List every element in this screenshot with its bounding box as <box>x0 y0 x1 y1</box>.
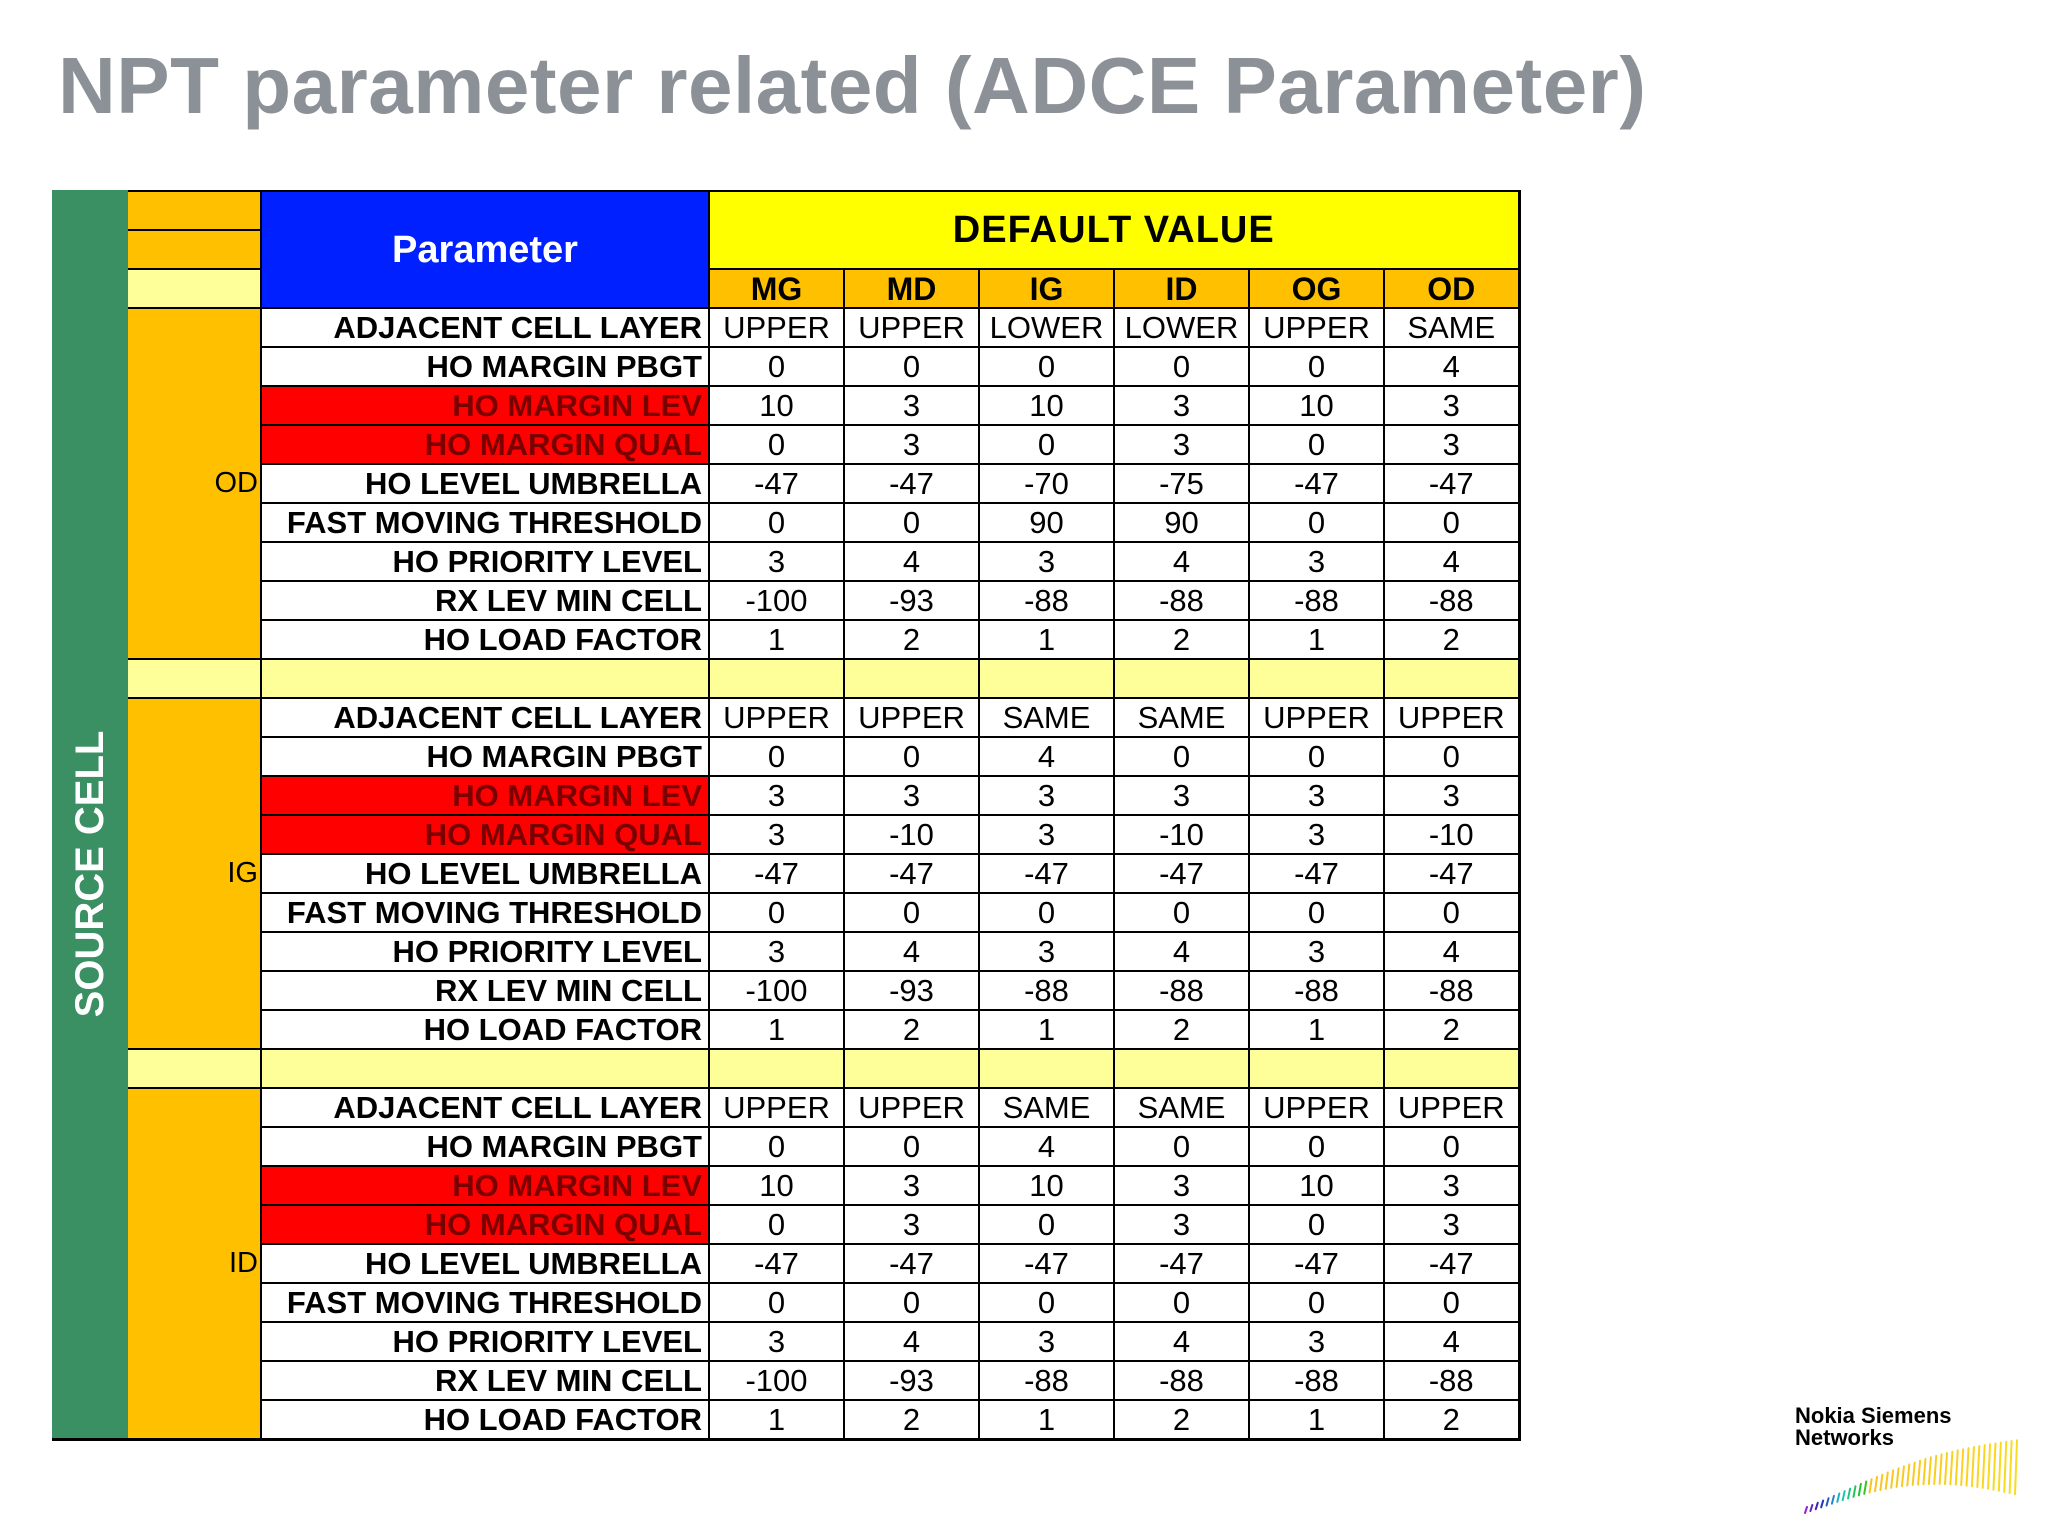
value-cell-mg: 0 <box>709 737 844 776</box>
value-cell-id: 0 <box>1114 737 1249 776</box>
value-cell-og: 0 <box>1249 893 1384 932</box>
value-cell-od: 0 <box>1384 1283 1519 1322</box>
value-cell-og: 0 <box>1249 425 1384 464</box>
value-cell-ig: 0 <box>979 425 1114 464</box>
value-cell-og: 3 <box>1249 542 1384 581</box>
value-cell-ig: 1 <box>979 1400 1114 1440</box>
value-cell-od: -88 <box>1384 1361 1519 1400</box>
value-cell-od: 3 <box>1384 776 1519 815</box>
parameter-name: ADJACENT CELL LAYER <box>261 1088 709 1127</box>
table-row <box>53 1010 1519 1049</box>
value-cell-id: 4 <box>1114 542 1249 581</box>
value-cell-ig: SAME <box>979 698 1114 737</box>
table-row <box>53 581 1519 620</box>
value-cell-og: 1 <box>1249 620 1384 659</box>
value-cell-og: 0 <box>1249 1127 1384 1166</box>
value-cell-mg: -47 <box>709 464 844 503</box>
value-cell-id: 2 <box>1114 1010 1249 1049</box>
value-cell-mg: 1 <box>709 1400 844 1440</box>
value-cell-id: -88 <box>1114 581 1249 620</box>
separator-cell <box>1384 659 1519 698</box>
value-cell-og: UPPER <box>1249 1088 1384 1127</box>
value-cell-id: 3 <box>1114 1205 1249 1244</box>
value-cell-og: 1 <box>1249 1400 1384 1440</box>
value-cell-md: 3 <box>844 1166 979 1205</box>
value-cell-ig: 4 <box>979 737 1114 776</box>
value-cell-mg: 0 <box>709 1205 844 1244</box>
value-cell-md: -93 <box>844 1361 979 1400</box>
value-cell-ig: 0 <box>979 1283 1114 1322</box>
column-header-od: OD <box>1384 269 1519 308</box>
value-cell-md: 3 <box>844 386 979 425</box>
value-cell-md: 3 <box>844 425 979 464</box>
value-cell-od: 2 <box>1384 1400 1519 1440</box>
parameter-name: HO MARGIN LEV <box>261 1166 709 1205</box>
value-cell-ig: 3 <box>979 1322 1114 1361</box>
table-row <box>53 1244 1519 1283</box>
value-cell-od: -47 <box>1384 464 1519 503</box>
value-cell-id: 4 <box>1114 932 1249 971</box>
value-cell-mg: 0 <box>709 1127 844 1166</box>
separator-cell <box>709 1049 844 1088</box>
value-cell-md: UPPER <box>844 698 979 737</box>
value-cell-ig: 0 <box>979 1205 1114 1244</box>
separator-cell <box>1114 659 1249 698</box>
value-cell-og: 0 <box>1249 1283 1384 1322</box>
corner-yellow-cell <box>127 269 261 308</box>
value-cell-mg: -100 <box>709 1361 844 1400</box>
value-cell-mg: 0 <box>709 1283 844 1322</box>
value-cell-id: 3 <box>1114 1166 1249 1205</box>
value-cell-id: LOWER <box>1114 308 1249 347</box>
table-row <box>53 698 1519 737</box>
value-cell-id: -47 <box>1114 854 1249 893</box>
value-cell-id: -88 <box>1114 971 1249 1010</box>
value-cell-od: -88 <box>1384 581 1519 620</box>
table-row <box>53 464 1519 503</box>
value-cell-md: 2 <box>844 620 979 659</box>
value-cell-og: 3 <box>1249 776 1384 815</box>
value-cell-md: 3 <box>844 1205 979 1244</box>
separator-cell <box>1249 659 1384 698</box>
value-cell-mg: 0 <box>709 425 844 464</box>
parameter-name: HO PRIORITY LEVEL <box>261 1322 709 1361</box>
value-cell-id: 3 <box>1114 425 1249 464</box>
value-cell-md: 4 <box>844 1322 979 1361</box>
value-cell-od: 2 <box>1384 620 1519 659</box>
value-cell-og: 0 <box>1249 347 1384 386</box>
table-row <box>53 1127 1519 1166</box>
parameter-name: HO LOAD FACTOR <box>261 1400 709 1440</box>
value-cell-og: 10 <box>1249 1166 1384 1205</box>
value-cell-mg: -100 <box>709 581 844 620</box>
value-cell-mg: UPPER <box>709 308 844 347</box>
value-cell-mg: 3 <box>709 1322 844 1361</box>
value-cell-ig: -88 <box>979 581 1114 620</box>
value-cell-og: -88 <box>1249 971 1384 1010</box>
corner-green-cell <box>53 191 127 308</box>
adce-parameter-table <box>52 190 1521 1441</box>
value-cell-md: UPPER <box>844 1088 979 1127</box>
separator-cell <box>1384 1049 1519 1088</box>
value-cell-od: -47 <box>1384 1244 1519 1283</box>
value-cell-og: 3 <box>1249 932 1384 971</box>
group-separator-row <box>53 659 1519 698</box>
value-cell-ig: -88 <box>979 971 1114 1010</box>
value-cell-id: 4 <box>1114 1322 1249 1361</box>
value-cell-od: 4 <box>1384 932 1519 971</box>
value-cell-md: 4 <box>844 542 979 581</box>
value-cell-od: SAME <box>1384 308 1519 347</box>
value-cell-md: -47 <box>844 854 979 893</box>
column-header-mg: MG <box>709 269 844 308</box>
table-row <box>53 425 1519 464</box>
value-cell-od: 4 <box>1384 542 1519 581</box>
value-cell-og: UPPER <box>1249 308 1384 347</box>
parameter-name: HO LOAD FACTOR <box>261 1010 709 1049</box>
value-cell-md: 2 <box>844 1010 979 1049</box>
parameter-name: RX LEV MIN CELL <box>261 1361 709 1400</box>
separator-cell <box>127 1049 261 1088</box>
parameter-name: HO LEVEL UMBRELLA <box>261 854 709 893</box>
value-cell-ig: 10 <box>979 1166 1114 1205</box>
value-cell-md: -93 <box>844 581 979 620</box>
table-row <box>53 542 1519 581</box>
value-cell-md: 0 <box>844 347 979 386</box>
value-cell-id: SAME <box>1114 698 1249 737</box>
value-cell-mg: -47 <box>709 854 844 893</box>
group-separator-row <box>53 1049 1519 1088</box>
logo-text: Nokia Siemens Networks <box>1795 1403 1952 1450</box>
group-label-od: OD <box>127 308 261 659</box>
parameter-header: Parameter <box>261 191 709 308</box>
value-cell-md: 0 <box>844 893 979 932</box>
value-cell-ig: -88 <box>979 1361 1114 1400</box>
parameter-name: HO MARGIN QUAL <box>261 1205 709 1244</box>
table-row <box>53 1400 1519 1440</box>
value-cell-od: -47 <box>1384 854 1519 893</box>
parameter-name: HO MARGIN LEV <box>261 776 709 815</box>
value-cell-ig: 3 <box>979 815 1114 854</box>
value-cell-id: 3 <box>1114 386 1249 425</box>
table-row <box>53 893 1519 932</box>
parameter-name: HO LEVEL UMBRELLA <box>261 1244 709 1283</box>
value-cell-ig: 90 <box>979 503 1114 542</box>
corner-orange-cell <box>127 191 261 230</box>
value-cell-og: -88 <box>1249 1361 1384 1400</box>
table-row <box>53 503 1519 542</box>
parameter-name: FAST MOVING THRESHOLD <box>261 893 709 932</box>
table-row <box>53 620 1519 659</box>
value-cell-id: 2 <box>1114 1400 1249 1440</box>
value-cell-og: 3 <box>1249 815 1384 854</box>
table-row <box>53 386 1519 425</box>
parameter-name: HO MARGIN PBGT <box>261 1127 709 1166</box>
parameter-name: HO MARGIN PBGT <box>261 347 709 386</box>
value-cell-ig: SAME <box>979 1088 1114 1127</box>
page-title: NPT parameter related (ADCE Parameter) <box>58 41 1647 130</box>
parameter-name: HO LEVEL UMBRELLA <box>261 464 709 503</box>
group-label-id: ID <box>127 1088 261 1440</box>
value-cell-od: 3 <box>1384 1166 1519 1205</box>
parameter-name: ADJACENT CELL LAYER <box>261 698 709 737</box>
value-cell-id: 90 <box>1114 503 1249 542</box>
value-cell-mg: 10 <box>709 1166 844 1205</box>
value-cell-id: 0 <box>1114 1283 1249 1322</box>
value-cell-mg: UPPER <box>709 1088 844 1127</box>
value-cell-od: UPPER <box>1384 698 1519 737</box>
value-cell-od: -88 <box>1384 971 1519 1010</box>
table-row <box>53 776 1519 815</box>
column-header-ig: IG <box>979 269 1114 308</box>
value-cell-ig: LOWER <box>979 308 1114 347</box>
value-cell-id: 3 <box>1114 776 1249 815</box>
value-cell-og: 0 <box>1249 503 1384 542</box>
value-cell-mg: 3 <box>709 815 844 854</box>
value-cell-mg: -100 <box>709 971 844 1010</box>
value-cell-ig: 1 <box>979 620 1114 659</box>
parameter-name: HO MARGIN QUAL <box>261 425 709 464</box>
separator-cell <box>979 659 1114 698</box>
value-cell-og: UPPER <box>1249 698 1384 737</box>
value-cell-od: 0 <box>1384 1127 1519 1166</box>
value-cell-md: -93 <box>844 971 979 1010</box>
value-cell-md: -47 <box>844 1244 979 1283</box>
value-cell-ig: 10 <box>979 386 1114 425</box>
value-cell-od: -10 <box>1384 815 1519 854</box>
value-cell-ig: 3 <box>979 542 1114 581</box>
table-row <box>53 932 1519 971</box>
group-label-ig: IG <box>127 698 261 1049</box>
parameter-name: FAST MOVING THRESHOLD <box>261 503 709 542</box>
value-cell-mg: 0 <box>709 893 844 932</box>
value-cell-od: 4 <box>1384 347 1519 386</box>
value-cell-ig: -70 <box>979 464 1114 503</box>
value-cell-id: 0 <box>1114 1127 1249 1166</box>
parameter-name: RX LEV MIN CELL <box>261 971 709 1010</box>
value-cell-od: 2 <box>1384 1010 1519 1049</box>
separator-cell <box>844 1049 979 1088</box>
table-row <box>53 308 1519 347</box>
parameter-name: HO MARGIN QUAL <box>261 815 709 854</box>
value-cell-og: 0 <box>1249 737 1384 776</box>
value-cell-md: 0 <box>844 1127 979 1166</box>
value-cell-og: 1 <box>1249 1010 1384 1049</box>
value-cell-ig: 0 <box>979 347 1114 386</box>
value-cell-id: -10 <box>1114 815 1249 854</box>
value-cell-id: 0 <box>1114 347 1249 386</box>
parameter-name: RX LEV MIN CELL <box>261 581 709 620</box>
value-cell-mg: 3 <box>709 932 844 971</box>
corner-orange-cell <box>127 230 261 269</box>
header-row-1 <box>53 191 1519 230</box>
value-cell-og: -47 <box>1249 854 1384 893</box>
value-cell-og: 10 <box>1249 386 1384 425</box>
value-cell-mg: UPPER <box>709 698 844 737</box>
separator-cell <box>1249 1049 1384 1088</box>
table-row <box>53 854 1519 893</box>
value-cell-od: 3 <box>1384 425 1519 464</box>
separator-cell <box>261 1049 709 1088</box>
separator-cell <box>127 659 261 698</box>
parameter-name: HO MARGIN PBGT <box>261 737 709 776</box>
table-row <box>53 1322 1519 1361</box>
value-cell-od: 0 <box>1384 503 1519 542</box>
value-cell-mg: 1 <box>709 620 844 659</box>
separator-cell <box>1114 1049 1249 1088</box>
table-row <box>53 347 1519 386</box>
value-cell-og: 0 <box>1249 1205 1384 1244</box>
table-row <box>53 815 1519 854</box>
separator-cell <box>261 659 709 698</box>
value-cell-md: 3 <box>844 776 979 815</box>
value-cell-ig: 3 <box>979 932 1114 971</box>
parameter-name: HO MARGIN LEV <box>261 386 709 425</box>
table-row <box>53 1166 1519 1205</box>
value-cell-od: 0 <box>1384 893 1519 932</box>
value-cell-md: 0 <box>844 503 979 542</box>
value-cell-ig: 1 <box>979 1010 1114 1049</box>
value-cell-id: 0 <box>1114 893 1249 932</box>
value-cell-od: UPPER <box>1384 1088 1519 1127</box>
value-cell-og: -88 <box>1249 581 1384 620</box>
value-cell-ig: 4 <box>979 1127 1114 1166</box>
separator-cell <box>844 659 979 698</box>
value-cell-od: 0 <box>1384 737 1519 776</box>
table-row <box>53 1361 1519 1400</box>
value-cell-od: 3 <box>1384 386 1519 425</box>
source-cell-text: SOURCE CELL <box>68 730 112 1017</box>
parameter-name: FAST MOVING THRESHOLD <box>261 1283 709 1322</box>
value-cell-id: 2 <box>1114 620 1249 659</box>
parameter-name: HO PRIORITY LEVEL <box>261 932 709 971</box>
value-cell-mg: 10 <box>709 386 844 425</box>
value-cell-og: -47 <box>1249 464 1384 503</box>
value-cell-ig: -47 <box>979 1244 1114 1283</box>
table-row <box>53 737 1519 776</box>
value-cell-md: UPPER <box>844 308 979 347</box>
column-header-id: ID <box>1114 269 1249 308</box>
parameter-name: HO PRIORITY LEVEL <box>261 542 709 581</box>
value-cell-od: 3 <box>1384 1205 1519 1244</box>
value-cell-md: -47 <box>844 464 979 503</box>
value-cell-mg: 0 <box>709 347 844 386</box>
value-cell-md: 0 <box>844 737 979 776</box>
value-cell-mg: -47 <box>709 1244 844 1283</box>
value-cell-id: -47 <box>1114 1244 1249 1283</box>
value-cell-ig: 3 <box>979 776 1114 815</box>
parameter-name: HO LOAD FACTOR <box>261 620 709 659</box>
value-cell-md: 4 <box>844 932 979 971</box>
table-row <box>53 1088 1519 1127</box>
value-cell-id: SAME <box>1114 1088 1249 1127</box>
table-row <box>53 971 1519 1010</box>
value-cell-ig: 0 <box>979 893 1114 932</box>
parameter-name: ADJACENT CELL LAYER <box>261 308 709 347</box>
value-cell-md: -10 <box>844 815 979 854</box>
default-value-header: DEFAULT VALUE <box>709 191 1519 269</box>
value-cell-og: 3 <box>1249 1322 1384 1361</box>
column-header-md: MD <box>844 269 979 308</box>
value-cell-md: 0 <box>844 1283 979 1322</box>
value-cell-og: -47 <box>1249 1244 1384 1283</box>
value-cell-mg: 0 <box>709 503 844 542</box>
value-cell-mg: 3 <box>709 542 844 581</box>
table-row <box>53 1283 1519 1322</box>
separator-cell <box>709 659 844 698</box>
table-row <box>53 1205 1519 1244</box>
value-cell-ig: -47 <box>979 854 1114 893</box>
value-cell-id: -75 <box>1114 464 1249 503</box>
value-cell-od: 4 <box>1384 1322 1519 1361</box>
nokia-siemens-logo <box>1795 1405 2025 1520</box>
value-cell-md: 2 <box>844 1400 979 1440</box>
value-cell-mg: 1 <box>709 1010 844 1049</box>
source-cell-label <box>53 308 127 1440</box>
swoosh-logo-icon <box>1795 1405 2025 1520</box>
value-cell-id: -88 <box>1114 1361 1249 1400</box>
separator-cell <box>979 1049 1114 1088</box>
value-cell-mg: 3 <box>709 776 844 815</box>
column-header-og: OG <box>1249 269 1384 308</box>
